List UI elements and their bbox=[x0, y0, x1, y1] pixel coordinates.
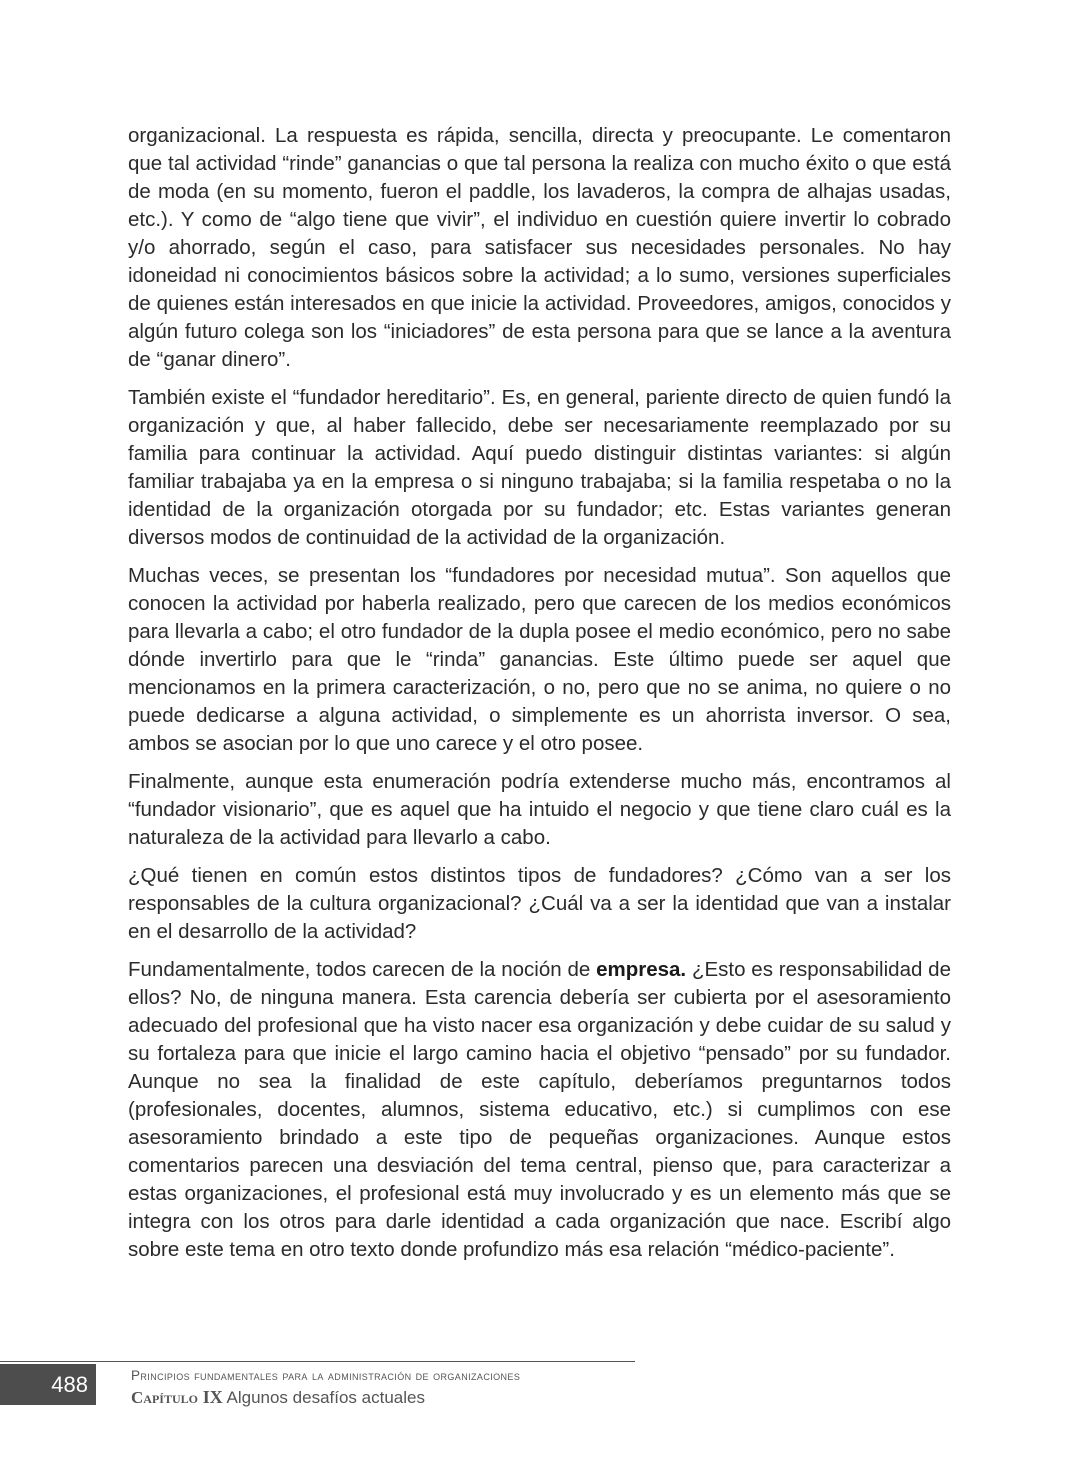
paragraph-3: Muchas veces, se presentan los “fundadores por necesidad mutua”. Son aquellos que conocen la actividad por haberla realizado, pero que carecen de los medios económicos para llevarla a cabo; el otro fundador de la dupla posee el medio económico, pero no sabe dónde invertirlo para que le “rinda” ganancias. Este último puede ser aquel que mencionamos en la primera caracterización, o no, pero que no se anima, no quiere o no puede dedicarse a alguna actividad, o simplemente es un ahorrista inversor. O sea, ambos se asocian por lo que uno carece y el otro posee. bbox=[128, 564, 951, 755]
page-number: 488 bbox=[51, 1372, 88, 1397]
paragraph-6 bbox=[128, 956, 951, 1264]
paragraph-6-rest: ¿Esto es responsabilidad de ellos? No, de ninguna manera. Esta carencia debería ser cubierta por el asesoramiento adecuado del profesional que ha visto nacer esa organización y debe cuidar de su salud y su fortaleza para que inicie el largo camino hacia el objetivo “pensado” por su fundador. Aunque no sea la finalidad de este capítulo, deberíamos preguntarnos todos (profesionales, docentes, alumnos, sistema educativo, etc.) si cumplimos con ese asesoramiento brindado a este tipo de pequeñas organizaciones. Aunque estos comentarios parecen una desviación del tema central, pienso que, para caracterizar a estas organizaciones, el profesional está muy involucrado y es un elemento más que se integra con los otros para darle identidad a cada organización que nace. Escribí algo sobre este tema en otro texto donde profundizo más esa relación “médico-paciente”. bbox=[128, 958, 951, 1261]
running-title: Principios fundamentales para la administración de organizaciones bbox=[131, 1368, 521, 1383]
paragraph-6-start: Fundamentalmente, todos carecen de la noción de bbox=[128, 958, 597, 981]
emphasis-empresa: empresa. bbox=[596, 958, 687, 981]
chapter-title: Algunos desafíos actuales bbox=[226, 1388, 425, 1407]
footer-divider bbox=[0, 1361, 635, 1362]
chapter-label: Capítulo bbox=[131, 1388, 198, 1407]
body-text bbox=[128, 122, 951, 1274]
chapter-number: IX bbox=[202, 1387, 223, 1407]
running-chapter bbox=[131, 1386, 425, 1409]
paragraph-1: organizacional. La respuesta es rápida, sencilla, directa y preocupante. Le comentaron que tal actividad “rinde” ganancias o que tal persona la realiza con mucho éxito o que está de moda (en su momento, fueron el paddle, los lavaderos, la compra de alhajas usadas, etc.). Y como de “algo tiene que vivir”, el individuo en cuestión quiere invertir lo cobrado y/o ahorrado, según el caso, para satisfacer sus necesidades personales. No hay idoneidad ni conocimientos básicos sobre la actividad; a lo sumo, versiones superficiales de quienes están interesados en que inicie la actividad. Proveedores, amigos, conocidos y algún futuro colega son los “iniciadores” de esta persona para que se lance a la aventura de “ganar dinero”. bbox=[128, 124, 951, 371]
paragraph-2: También existe el “fundador hereditario”. Es, en general, pariente directo de quien fundó la organización y que, al haber fallecido, debe ser necesariamente reemplazado por su familia para continuar la actividad. Aquí puedo distinguir distintas variantes: si algún familiar trabajaba ya en la empresa o si ninguno trabajaba; si la familia respetaba o no la identidad de la organización otorgada por su fundador; etc. Estas variantes generan diversos modos de continuidad de la actividad de la organización. bbox=[128, 386, 951, 549]
paragraph-4: Finalmente, aunque esta enumeración podría extenderse mucho más, encontramos al “fundador visionario”, que es aquel que ha intuido el negocio y que tiene claro cuál es la naturaleza de la actividad para llevarlo a cabo. bbox=[128, 770, 951, 849]
page-number-box bbox=[0, 1364, 96, 1405]
paragraph-5: ¿Qué tienen en común estos distintos tipos de fundadores? ¿Cómo van a ser los responsables de la cultura organizacional? ¿Cuál va a ser la identidad que van a instalar en el desarrollo de la actividad? bbox=[128, 864, 951, 943]
